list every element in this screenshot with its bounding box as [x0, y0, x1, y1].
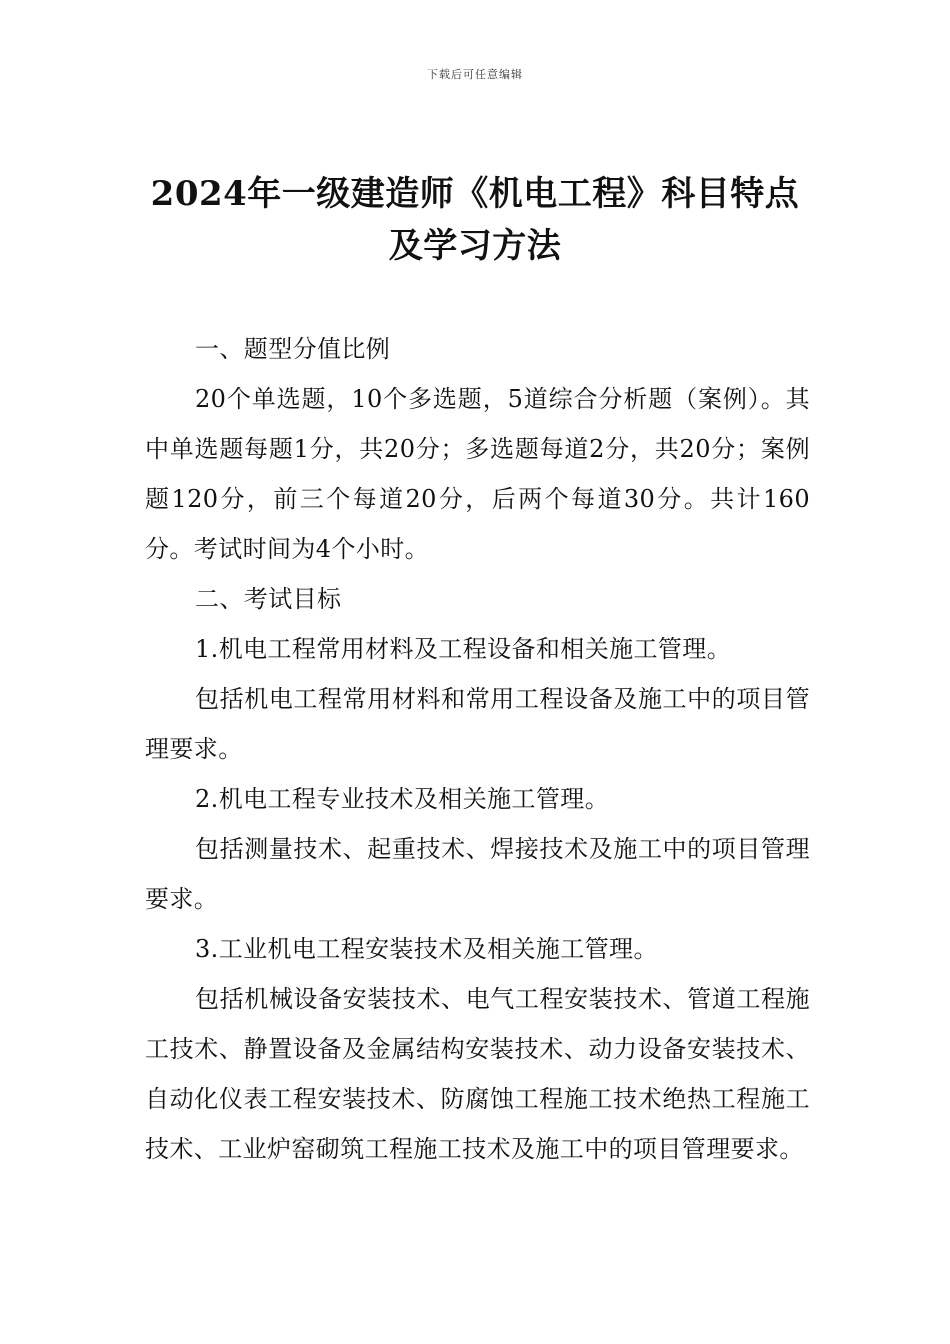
objective-1-description: 包括机电工程常用材料和常用工程设备及施工中的项目管理要求。: [145, 685, 810, 763]
paragraph-score-distribution: 20个单选题，10个多选题，5道综合分析题（案例）。其中单选题每题1分，共20分；多选题每道2分，共20分；案例题120分，前三个每道20分，后两个每道30分。共计160分。考试时间为4个小时。: [145, 385, 810, 563]
objective-2-description: 包括测量技术、起重技术、焊接技术及施工中的项目管理要求。: [145, 835, 810, 913]
title-line-1: 2024年一级建造师《机电工程》科目特点: [150, 174, 800, 214]
objective-3-description: 包括机械设备安装技术、电气工程安装技术、管道工程施工技术、静置设备及金属结构安装技术、动力设备安装技术、自动化仪表工程安装技术、防腐蚀工程施工技术绝热工程施工技术、工业炉窑砌筑工程施工技术及施工中的项目管理要求。: [145, 985, 810, 1163]
section-heading-exam-objectives: 二、考试目标: [195, 585, 342, 613]
document-body: [145, 324, 810, 1174]
header-note: 下载后可任意编辑: [427, 68, 523, 81]
objective-2-heading: 2.机电工程专业技术及相关施工管理。: [195, 785, 610, 813]
document-title: [145, 168, 805, 272]
section-heading-question-types: 一、题型分值比例: [195, 335, 391, 363]
objective-3-heading: 3.工业机电工程安装技术及相关施工管理。: [195, 935, 658, 963]
title-line-2: 及学习方法: [388, 226, 562, 266]
objective-1-heading: 1.机电工程常用材料及工程设备和相关施工管理。: [195, 635, 732, 663]
